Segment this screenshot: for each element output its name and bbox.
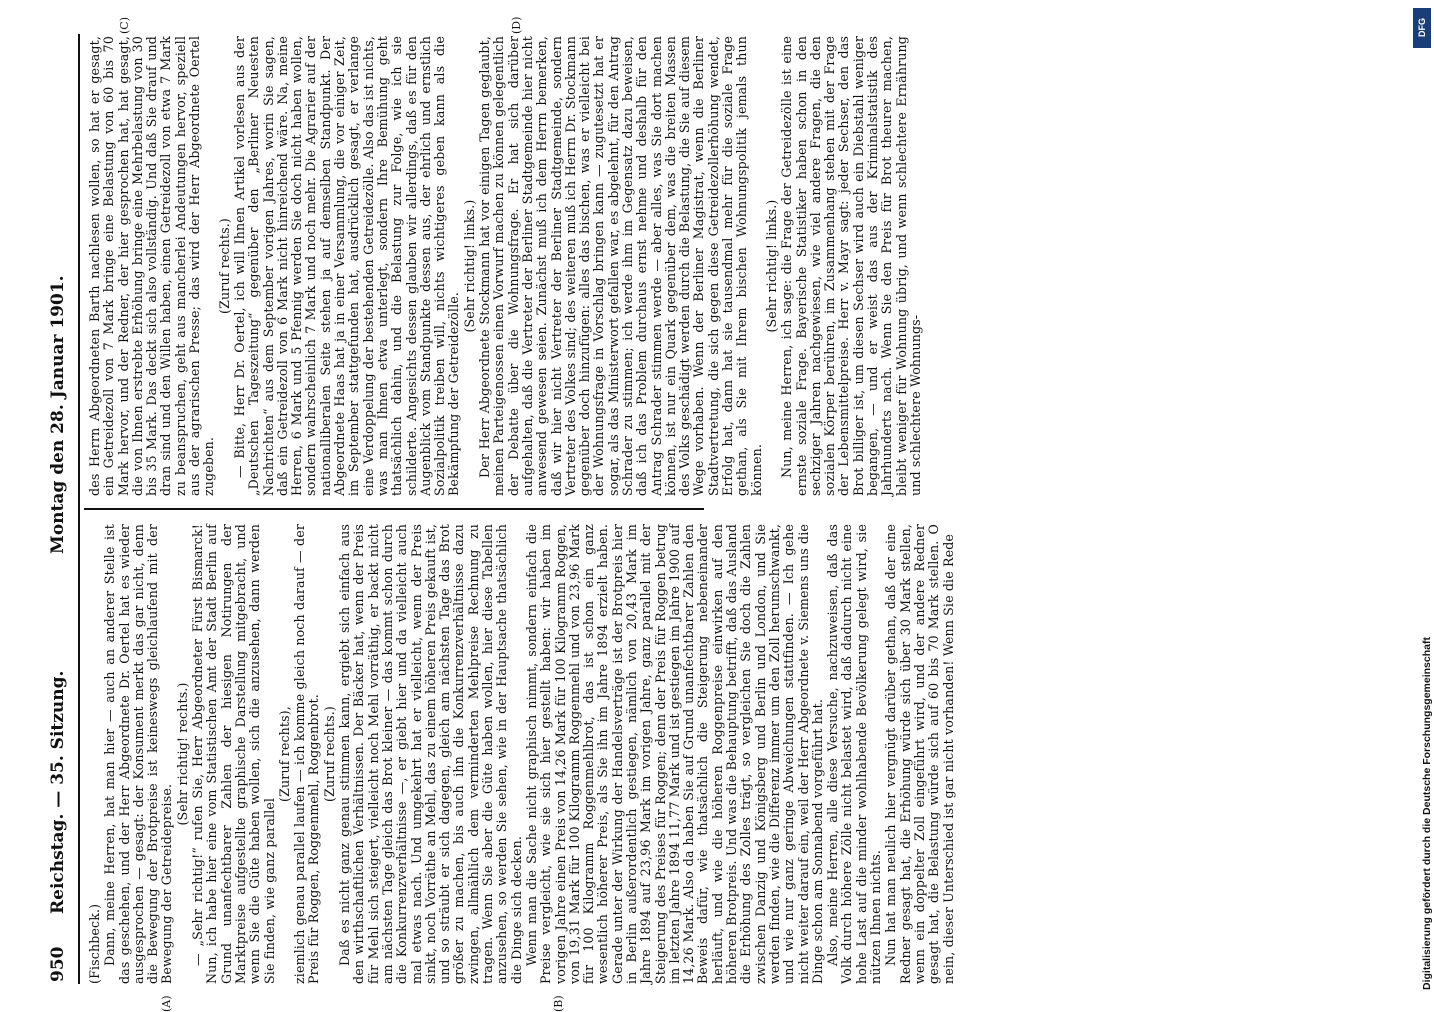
paragraph: des Herrn Abgeordneten Barth nachlesen wollen, so hat er gesagt, ein Getreidezoll von 7 Mark bringe eine Belastung von 60 bis 70 Mark hervor, und der Redner, der hier gesprochen hat, hat gesagt, die von Ihnen erstrebte Erhöhung bringe eine Mehrbelastung von 30 bis 35 Mark. Das deckt sich also vollständig. Und daß Sie drauf und dran sind und den Willen haben, einen Getreidezoll von etwa 7 Mark zu beanspruchen, geht aus mancherlei Andeutungen hervor, speziell aus der agrarischen Presse; das wird der Herr Abgeordnete Oertel zugeben. [87,36,217,496]
column-divider [84,508,704,510]
paragraph: Nun hat man neulich hier vergnügt darüber gethan, daß der eine Redner gesagt hat, die Erhöhung würde sich über 30 Mark stellen, wenn ein doppelter Zoll eingeführt wird, und der andere Redner gesagt hat, die Belastung würde sich auf 60 bis 70 Mark stellen. O nein, dieser Unterschied ist gar nicht vorhanden! Wenn Sie die Rede [883,524,956,984]
interjection: (Zuruf rechts), [276,706,292,802]
paragraph: Daß es nicht ganz genau stimmen kann, ergiebt sich einfach aus den wirthschaftlichen Verhältnissen. Der Bäcker hat, wenn der Preis für Mehl sich steigert, vielleicht noch Mehl vorräthig, er backt nicht am nächsten Tage gleich das Brot kleiner — das kommt schon durch die Konkurrenzverhältnisse —, er giebt hier und da vielleicht auch mal etwas nach. Und umgekehrt hat er vielleicht, wenn der Preis sinkt, noch Vorräthe an Mehl, das zu einem höheren Preis gekauft ist, und so sträubt er sich dagegen, gleich am nächsten Tage das Brot größer zu machen, bis auch ihn die Konkurrenzverhältnisse dazu zwingen, allmählich dem verminderten Mehlpreise Rechnung zu tragen. Wenn Sie aber die Güte haben wollen, hier diese Tabellen anzusehen, so werden Sie sehen, wie in der Hauptsache thatsächlich die Dinge sich decken. [337,524,524,984]
speaker-note: (Fischbeck.) [87,903,102,984]
margin-marker-c: (C) [118,17,131,34]
header-rule [78,34,80,984]
dfg-logo: DFG [1413,8,1431,48]
interjection: (Zuruf rechts.) [321,706,337,802]
paragraph: — Bitte, Herr Dr. Oertel, ich will Ihnen Artikel vorlesen aus der „Deutschen Tageszeitung“ gegenüber den „Berliner Neuesten Nachrichten“ aus dem September vorigen Jahres, worin Sie sagen, daß ein Getreidezoll von 6 Mark nicht hinreichend wäre. Na, meine Herren, 6 Mark und 5 Pfennig werden Sie doch nicht haben wollen, sondern wahrscheinlich 7 Mark und noch mehr. Die Agrarier auf der nationalliberalen Seite stehen ja auf demselben Standpunkt. Der Abgeordnete Haas hat ja in einer Versammlung, die vor einiger Zeit, im September stattgefunden hat, ausdrücklich gesagt, er verlange eine Verdoppelung der bestehenden Getreidezölle. Also das ist nichts, was man Ihnen etwa unterlegt, sondern Ihre Bemühung geht thatsächlich dahin, und die Belastung zur Folge, wie ich sie schilderte. Angesichts dessen glauben wir allerdings, daß es für den Augenblick vom Standpunkte dessen aus, der ehrlich und ernstlich Sozialpolitik treiben will, nichts wichtigeres geben kann als die Bekämpfung der Getreidezölle. [231,36,462,496]
paragraph: Wenn man die Sache nicht graphisch nimmt, sondern einfach die Preise vergleicht, wie sie sich hier gestellt haben: wir haben im vorigen Jahre einen Preis von 14,26 Mark für 100 Kilogramm Roggen, von 19,31 Mark für 100 Kilogramm Roggenmehl und von 23,96 Mark für 100 Kilogramm Roggenmehlbrot, das ist schon ein ganz wesentlich höherer Preis, als Sie ihn im Jahre 1894 erzielt haben. Gerade unter der Wirkung der Handelsverträge ist der Brotpreis hier in Berlin außerordentlich gestiegen, nämlich von 20,43 Mark im Jahre 1894 auf 23,96 Mark im vorigen Jahre, ganz parallel mit der Steigerung des Preises für Roggen; denn der Preis für Roggen betrug im letzten Jahre 1894 11,77 Mark und ist gestiegen im Jahre 1900 auf 14,26 Mark. Also da haben Sie auf Grund unanfechtbarer Zahlen den Beweis dafür, wie thatsächlich die Steigerung nebeneinander herläuft, und wie die höheren Roggenpreise einwirken auf den höheren Brotpreis. Und was die Behauptung betrifft, daß das Ausland die Erhöhung des Zolles trägt, so vergleichen Sie doch die Zahlen zwischen Danzig und Königsberg und Berlin und London, und Sie werden finden, wie die Differenz immer um den Zoll herumschwankt, und wie nur ganz geringe Abweichungen stattfinden. — Ich gehe nicht weiter darauf ein, weil der Herr Abgeordnete v. Siemens uns die Dinge schon am Sonnabend vorgeführt hat. [523,524,825,984]
paragraph: — „Sehr richtig!“ rufen Sie, Herr Abgeordneter Fürst Bismarck! Nun, ich habe hier eine vom Statistischen Amt der Stadt Berlin auf Grund unanfechtbarer Zahlen der hiesigen Notirungen der Marktpreise aufgestellte graphische Darstellung mitgebracht, und wenn Sie die Güte haben wollen, sich die anzusehen, dann werden Sie finden, wie ganz parallel [190,524,277,984]
interjection: (Sehr richtig! links.) [461,199,477,333]
paragraph: ziemlich genau parallel laufen — ich komme gleich noch darauf — der Preis für Roggen, Roggenmehl, Roggenbrot. [292,524,322,984]
paragraph: Also, meine Herren, alle diese Versuche, nachzuweisen, daß das Volk durch höhere Zölle nicht belastet wird, daß dadurch nicht eine hohe Last auf die minder wohlhabende Bevölkerung gelegt wird, sie nützen Ihnen nichts. [825,524,884,984]
interjection: (Zuruf rechts.) [216,218,232,314]
paragraph: Der Herr Abgeordnete Stockmann hat vor einigen Tagen geglaubt, meinen Parteigenossen einen Vorwurf machen zu können gelegentlich der Debatte über die Wohnungsfrage. Er hat sich darüber aufgehalten, daß die Vertreter der Berliner Stadtgemeinde hier nicht anwesend gewesen seien. Zunächst muß ich dem Herrn bemerken, daß wir hier nicht Vertreter der Berliner Stadtgemeinde, sondern Vertreter des Volkes sind; des weiteren muß ich Herrn Dr. Stockmann gegenüber doch hinzufügen: alles das bischen, was er vielleicht bei der Wohnungsfrage in Vorschlag bringen kann — zugutesetzt hat er sogar, als das Ministerwort gefallen war, es abgelehnt, für den Antrag Schrader zu stimmen; ich werde ihm im Gegensatz dazu beweisen, daß ich das Problem durchaus ernst nehme und deshalb für den Antrag Schrader stimmen werde — aber alles, was Sie dort machen können, ist nur ein Quark gegenüber dem, was die breiten Massen des Volks geschädigt werden durch die Belastung, die Sie auf diesem Wege vorhaben. Wenn der Berliner Magistrat, wenn die Berliner Stadtvertretung, die sich gegen diese Getreidezollerhöhung wendet, Erfolg hat, dann hat sie tausendmal mehr für die soziale Frage gethan, als Sie mit Ihrem bischen Wohnungspolitik jemals thun können. [477,36,764,496]
interjection: (Sehr richtig! rechts.) [174,682,190,826]
right-column [88,36,924,496]
paragraph: Dann, meine Herren, hat man hier — auch an anderer Stelle ist das geschehen, und der Herr Abgeordnete Dr. Oertel hat es wieder ausgesprochen — gesagt: der Konsument merkt das gar nicht, denn die Bewegung der Brotpreise ist keineswegs gleichlaufend mit der Bewegung der Getreidepreise. [102,524,175,984]
left-column [88,524,957,984]
session-date: Montag den 28. Januar 1901. [48,275,68,554]
paragraph: Nun, meine Herren, ich sage: die Frage der Getreidezölle ist eine ernste soziale Frage. Bayerische Statistiker haben schon in den sechziger Jahren nachgewiesen, wie viel andere Fragen, die den sozialen Körper berühren, im Zusammenhang stehen mit der Frage der Lebensmittelpreise. Herr v. Mayr sagt: jeder Sechser, den das Brot billiger ist, um diesen Sechser wird auch ein Diebstahl weniger begangen, — und er weist das aus der Kriminalstatistik des Jahrhunderts nach. Wenn Sie den Preis für Brot theurer machen, bleibt weniger für Wohnung übrig, und wenn schlechtere Ernährung und schlechtere Wohnungs- [779,36,923,496]
margin-marker-d: (D) [510,16,523,34]
margin-marker-b: (B) [552,995,565,1012]
page-header [40,34,80,984]
page-number: 950 [48,946,68,982]
session-title: Reichstag. — 35. Sitzung. [48,670,68,914]
rotated-page-content [40,16,1420,1012]
margin-marker-a: (A) [160,995,173,1012]
interjection: (Sehr richtig! links.) [763,199,779,333]
digitization-note: Digitalisierung gefördert durch die Deutsche Forschungsgemeinschaft [1421,637,1433,990]
